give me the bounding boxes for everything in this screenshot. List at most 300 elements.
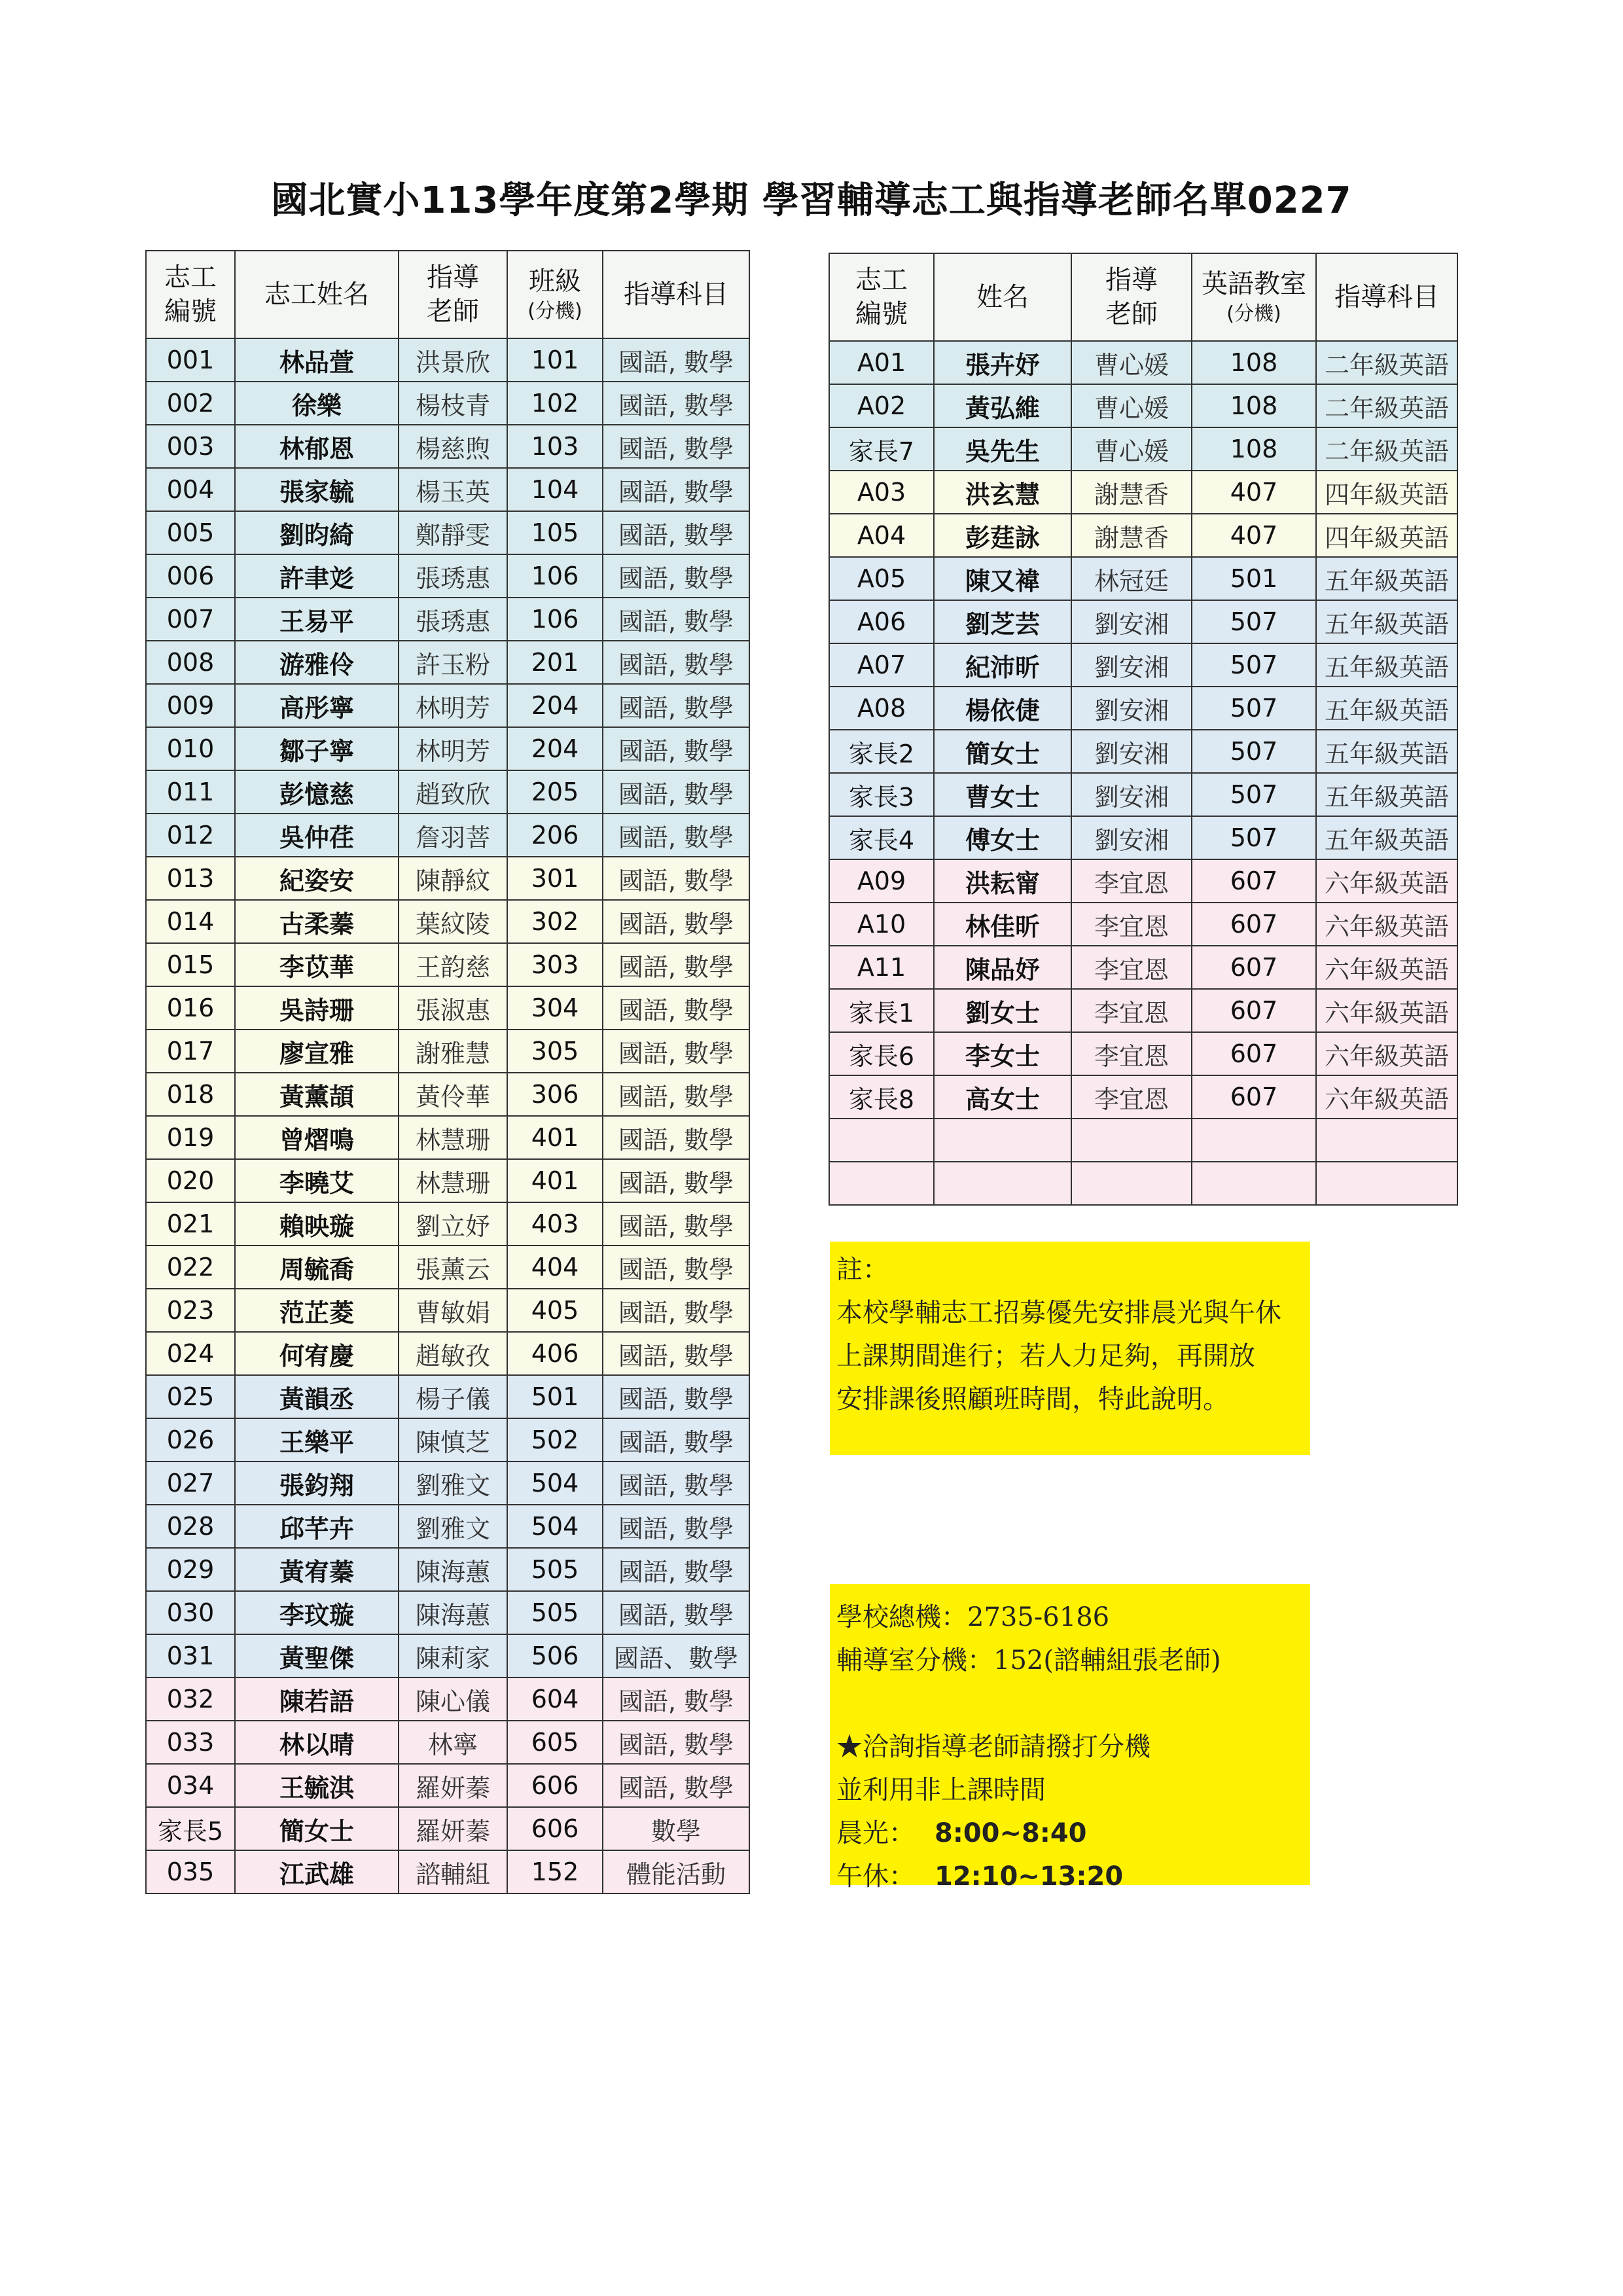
cell-teacher: 劉安湘 <box>1071 600 1192 643</box>
cell-teacher: 劉安湘 <box>1071 643 1192 687</box>
header-teacher-line1: 指導 <box>1105 265 1158 295</box>
cell-teacher: 鄭靜雯 <box>399 511 507 554</box>
cell-name: 江武雄 <box>235 1850 399 1893</box>
cell-name: 張卉妤 <box>934 341 1071 384</box>
cell-id: A11 <box>829 946 934 989</box>
cell-teacher: 謝慧香 <box>1071 471 1192 514</box>
table-row <box>146 1418 749 1462</box>
table-row <box>146 511 749 554</box>
header-room <box>1192 253 1316 341</box>
cell-subject <box>1316 1162 1457 1205</box>
cell-teacher: 李宜恩 <box>1071 989 1192 1032</box>
cell-class: 403 <box>507 1202 603 1246</box>
cell-subject: 國語, 數學 <box>603 468 749 511</box>
cell-subject: 五年級英語 <box>1316 643 1457 687</box>
table-row <box>829 471 1457 514</box>
cell-id: 024 <box>146 1332 235 1375</box>
cell-subject: 國語, 數學 <box>603 1202 749 1246</box>
cell-subject: 四年級英語 <box>1316 471 1457 514</box>
cell-teacher: 劉立妤 <box>399 1202 507 1246</box>
cell-name: 曾熠鳴 <box>235 1116 399 1159</box>
cell-class: 305 <box>507 1030 603 1073</box>
table-row <box>146 1505 749 1548</box>
cell-class: 303 <box>507 943 603 986</box>
table-row <box>146 1764 749 1807</box>
morning-label: 晨光： <box>836 1818 915 1848</box>
cell-teacher: 羅妍蓁 <box>399 1764 507 1807</box>
cell-subject: 五年級英語 <box>1316 600 1457 643</box>
cell-name: 陳若語 <box>235 1677 399 1721</box>
table-row <box>146 943 749 986</box>
cell-teacher: 諮輔組 <box>399 1850 507 1893</box>
cell-room: 607 <box>1192 1032 1316 1075</box>
cell-class: 201 <box>507 641 603 684</box>
cell-subject: 數學 <box>603 1807 749 1850</box>
cell-teacher: 洪景欣 <box>399 338 507 382</box>
table-row <box>146 1159 749 1202</box>
cell-room: 407 <box>1192 471 1316 514</box>
cell-id: 035 <box>146 1850 235 1893</box>
spacer <box>836 1682 1304 1725</box>
cell-subject: 國語, 數學 <box>603 1073 749 1116</box>
cell-name: 張家毓 <box>235 468 399 511</box>
cell-name: 李苡華 <box>235 943 399 986</box>
cell-subject: 五年級英語 <box>1316 773 1457 816</box>
cell-subject: 國語, 數學 <box>603 1030 749 1073</box>
cell-subject: 國語, 數學 <box>603 1721 749 1764</box>
header-name: 志工姓名 <box>235 251 399 338</box>
cell-name: 林以晴 <box>235 1721 399 1764</box>
cell-id: A03 <box>829 471 934 514</box>
cell-room: 507 <box>1192 643 1316 687</box>
cell-room: 507 <box>1192 773 1316 816</box>
cell-id: 010 <box>146 727 235 770</box>
cell-subject: 六年級英語 <box>1316 859 1457 903</box>
table-row <box>146 684 749 727</box>
cell-subject: 國語, 數學 <box>603 1289 749 1332</box>
cell-id: 014 <box>146 900 235 943</box>
table-row <box>146 1850 749 1893</box>
morning-time-row <box>836 1812 1304 1855</box>
cell-id: A02 <box>829 384 934 427</box>
cell-teacher: 李宜恩 <box>1071 946 1192 989</box>
cell-subject: 國語, 數學 <box>603 338 749 382</box>
table-row <box>146 338 749 382</box>
cell-teacher: 張琇惠 <box>399 598 507 641</box>
cell-subject: 二年級英語 <box>1316 427 1457 471</box>
cell-class: 506 <box>507 1634 603 1677</box>
cell-class: 504 <box>507 1462 603 1505</box>
cell-id: 家長2 <box>829 730 934 773</box>
cell-id: 009 <box>146 684 235 727</box>
cell-room: 507 <box>1192 816 1316 859</box>
cell-name: 紀姿安 <box>235 857 399 900</box>
cell-id: 002 <box>146 382 235 425</box>
cell-name: 黃薰頡 <box>235 1073 399 1116</box>
cell-name: 紀沛昕 <box>934 643 1071 687</box>
header-teacher-line2: 老師 <box>1105 299 1158 329</box>
cell-id: 家長4 <box>829 816 934 859</box>
cell-teacher: 張薰云 <box>399 1246 507 1289</box>
cell-room <box>1192 1162 1316 1205</box>
table-row <box>829 946 1457 989</box>
cell-class: 106 <box>507 598 603 641</box>
cell-id: 家長1 <box>829 989 934 1032</box>
cell-class: 504 <box>507 1505 603 1548</box>
cell-room: 607 <box>1192 903 1316 946</box>
cell-class: 106 <box>507 554 603 598</box>
table-row <box>146 554 749 598</box>
cell-id: A07 <box>829 643 934 687</box>
header-id-line1: 志工 <box>164 262 217 293</box>
cell-class: 152 <box>507 1850 603 1893</box>
cell-teacher: 陳海蕙 <box>399 1591 507 1634</box>
table-row <box>146 1807 749 1850</box>
cell-room <box>1192 1119 1316 1162</box>
cell-teacher: 曹心媛 <box>1071 341 1192 384</box>
table-row <box>829 514 1457 557</box>
table-header-row <box>146 251 749 338</box>
cell-subject: 國語, 數學 <box>603 425 749 468</box>
cell-teacher: 陳靜紋 <box>399 857 507 900</box>
cell-name: 游雅伶 <box>235 641 399 684</box>
table-row <box>146 425 749 468</box>
header-subject: 指導科目 <box>1316 253 1457 341</box>
cell-id: A09 <box>829 859 934 903</box>
header-id-line2: 編號 <box>855 299 908 329</box>
header-class-line2: (分機) <box>527 300 582 323</box>
cell-id <box>829 1162 934 1205</box>
table-row <box>146 382 749 425</box>
cell-subject: 四年級英語 <box>1316 514 1457 557</box>
table-row <box>829 816 1457 859</box>
cell-room: 607 <box>1192 1075 1316 1119</box>
cell-subject: 國語, 數學 <box>603 857 749 900</box>
header-class-line1: 班級 <box>529 266 581 296</box>
header-name: 姓名 <box>934 253 1071 341</box>
cell-subject: 二年級英語 <box>1316 384 1457 427</box>
noon-label: 午休： <box>836 1861 915 1892</box>
cell-name: 王樂平 <box>235 1418 399 1462</box>
cell-teacher: 張琇惠 <box>399 554 507 598</box>
cell-subject: 國語, 數學 <box>603 598 749 641</box>
cell-id: A06 <box>829 600 934 643</box>
cell-name: 簡女士 <box>934 730 1071 773</box>
cell-teacher <box>1071 1162 1192 1205</box>
cell-teacher: 李宜恩 <box>1071 1075 1192 1119</box>
cell-subject: 國語, 數學 <box>603 1246 749 1289</box>
cell-id: 家長8 <box>829 1075 934 1119</box>
cell-name: 林品萱 <box>235 338 399 382</box>
table-row <box>146 1634 749 1677</box>
cell-subject: 五年級英語 <box>1316 816 1457 859</box>
school-phone: 學校總機：2735-6186 <box>836 1602 1110 1632</box>
cell-subject: 六年級英語 <box>1316 946 1457 989</box>
cell-subject: 六年級英語 <box>1316 1032 1457 1075</box>
cell-name: 黃韻丞 <box>235 1375 399 1418</box>
cell-name: 陳又褘 <box>934 557 1071 600</box>
cell-class: 103 <box>507 425 603 468</box>
noon-time-row <box>836 1855 1304 1898</box>
cell-name: 劉芝芸 <box>934 600 1071 643</box>
cell-class: 306 <box>507 1073 603 1116</box>
cell-subject: 國語, 數學 <box>603 554 749 598</box>
cell-teacher: 劉安湘 <box>1071 730 1192 773</box>
cell-subject <box>1316 1119 1457 1162</box>
cell-id: 034 <box>146 1764 235 1807</box>
header-teacher <box>1071 253 1192 341</box>
cell-name: 古柔蓁 <box>235 900 399 943</box>
cell-id: 028 <box>146 1505 235 1548</box>
cell-id: 026 <box>146 1418 235 1462</box>
cell-subject: 國語, 數學 <box>603 814 749 857</box>
cell-id: A08 <box>829 687 934 730</box>
volunteer-table <box>145 250 750 1894</box>
cell-name: 洪耘甯 <box>934 859 1071 903</box>
cell-teacher: 林明芳 <box>399 727 507 770</box>
cell-subject: 體能活動 <box>603 1850 749 1893</box>
cell-subject: 國語, 數學 <box>603 684 749 727</box>
cell-teacher: 劉安湘 <box>1071 816 1192 859</box>
cell-teacher: 楊枝青 <box>399 382 507 425</box>
table-row <box>829 384 1457 427</box>
english-volunteer-table <box>829 253 1458 1206</box>
cell-subject: 國語, 數學 <box>603 900 749 943</box>
header-id-line2: 編號 <box>164 296 217 327</box>
table-row <box>146 770 749 814</box>
cell-id: 007 <box>146 598 235 641</box>
cell-subject: 六年級英語 <box>1316 1075 1457 1119</box>
cell-class: 605 <box>507 1721 603 1764</box>
cell-room: 108 <box>1192 384 1316 427</box>
table-row <box>829 773 1457 816</box>
cell-id: 011 <box>146 770 235 814</box>
cell-id: A01 <box>829 341 934 384</box>
cell-id: 030 <box>146 1591 235 1634</box>
cell-teacher: 林冠廷 <box>1071 557 1192 600</box>
cell-id: 021 <box>146 1202 235 1246</box>
table-row <box>829 341 1457 384</box>
counseling-extension: 輔導室分機：152(諮輔組張老師) <box>836 1645 1221 1676</box>
table-header-row <box>829 253 1457 341</box>
cell-id: 019 <box>146 1116 235 1159</box>
morning-time: 8:00~8:40 <box>935 1818 1087 1848</box>
cell-id: 家長3 <box>829 773 934 816</box>
cell-subject: 國語, 數學 <box>603 943 749 986</box>
cell-class: 204 <box>507 727 603 770</box>
cell-teacher: 劉雅文 <box>399 1462 507 1505</box>
cell-class: 204 <box>507 684 603 727</box>
cell-room: 507 <box>1192 687 1316 730</box>
cell-teacher: 謝慧香 <box>1071 514 1192 557</box>
cell-class: 604 <box>507 1677 603 1721</box>
cell-subject: 六年級英語 <box>1316 903 1457 946</box>
cell-subject: 六年級英語 <box>1316 989 1457 1032</box>
cell-room: 607 <box>1192 989 1316 1032</box>
cell-id: 005 <box>146 511 235 554</box>
note-heading: 註： <box>836 1255 889 1285</box>
cell-subject: 國語, 數學 <box>603 1159 749 1202</box>
header-id-line1: 志工 <box>855 265 908 295</box>
cell-id: 家長6 <box>829 1032 934 1075</box>
cell-subject: 二年級英語 <box>1316 341 1457 384</box>
cell-id: 031 <box>146 1634 235 1677</box>
cell-class: 304 <box>507 986 603 1030</box>
cell-subject: 國語, 數學 <box>603 1505 749 1548</box>
header-id <box>829 253 934 341</box>
cell-class: 405 <box>507 1289 603 1332</box>
cell-subject: 國語, 數學 <box>603 1375 749 1418</box>
cell-teacher: 劉安湘 <box>1071 773 1192 816</box>
cell-teacher <box>1071 1119 1192 1162</box>
cell-name: 傅女士 <box>934 816 1071 859</box>
cell-id: 家長7 <box>829 427 934 471</box>
cell-name: 彭莛詠 <box>934 514 1071 557</box>
table-row <box>146 1246 749 1289</box>
table-row <box>146 814 749 857</box>
cell-class: 606 <box>507 1764 603 1807</box>
table-row <box>146 1073 749 1116</box>
cell-teacher: 曹敏娟 <box>399 1289 507 1332</box>
header-room-line1: 英語教室 <box>1202 269 1306 299</box>
note-line: 上課期間進行；若人力足夠，再開放 <box>836 1341 1255 1371</box>
cell-class: 501 <box>507 1375 603 1418</box>
contact-box <box>830 1584 1310 1892</box>
cell-subject: 國語, 數學 <box>603 1332 749 1375</box>
cell-class: 404 <box>507 1246 603 1289</box>
cell-room: 108 <box>1192 427 1316 471</box>
cell-name: 邱芊卉 <box>235 1505 399 1548</box>
cell-room: 507 <box>1192 730 1316 773</box>
note-line: 本校學輔志工招募優先安排晨光與午休 <box>836 1298 1281 1328</box>
cell-id: 004 <box>146 468 235 511</box>
table-row <box>146 1030 749 1073</box>
header-id <box>146 251 235 338</box>
table-row <box>146 900 749 943</box>
table-row <box>829 730 1457 773</box>
cell-id <box>829 1119 934 1162</box>
table-row <box>146 641 749 684</box>
cell-class: 206 <box>507 814 603 857</box>
contact-tip: ★洽詢指導老師請撥打分機 <box>836 1732 1150 1762</box>
cell-name: 陳品妤 <box>934 946 1071 989</box>
header-class <box>507 251 603 338</box>
cell-id: 016 <box>146 986 235 1030</box>
cell-subject: 國語, 數學 <box>603 727 749 770</box>
cell-name: 黃弘維 <box>934 384 1071 427</box>
table-row <box>829 1032 1457 1075</box>
cell-subject: 國語、數學 <box>603 1634 749 1677</box>
cell-teacher: 陳海蕙 <box>399 1548 507 1591</box>
cell-subject: 國語, 數學 <box>603 511 749 554</box>
cell-teacher: 劉雅文 <box>399 1505 507 1548</box>
cell-teacher: 許玉粉 <box>399 641 507 684</box>
table-row <box>829 687 1457 730</box>
cell-name: 李女士 <box>934 1032 1071 1075</box>
note-box <box>830 1242 1310 1455</box>
cell-name: 鄒子寧 <box>235 727 399 770</box>
cell-name: 林郁恩 <box>235 425 399 468</box>
table-row <box>146 598 749 641</box>
cell-id: A04 <box>829 514 934 557</box>
cell-class: 105 <box>507 511 603 554</box>
cell-subject: 國語, 數學 <box>603 1548 749 1591</box>
cell-teacher: 林慧珊 <box>399 1159 507 1202</box>
cell-teacher: 詹羽菩 <box>399 814 507 857</box>
table-row <box>146 727 749 770</box>
table-row <box>146 1202 749 1246</box>
cell-teacher: 陳莉家 <box>399 1634 507 1677</box>
cell-teacher: 王韵慈 <box>399 943 507 986</box>
table-row <box>146 1375 749 1418</box>
cell-subject: 國語, 數學 <box>603 382 749 425</box>
cell-id: 023 <box>146 1289 235 1332</box>
table-row <box>146 1289 749 1332</box>
cell-name: 黃宥蓁 <box>235 1548 399 1591</box>
cell-name: 吳先生 <box>934 427 1071 471</box>
cell-name: 徐樂 <box>235 382 399 425</box>
cell-id: 018 <box>146 1073 235 1116</box>
cell-room: 607 <box>1192 946 1316 989</box>
cell-name: 何宥慶 <box>235 1332 399 1375</box>
cell-class: 301 <box>507 857 603 900</box>
cell-name: 林佳昕 <box>934 903 1071 946</box>
table-row <box>829 1119 1457 1162</box>
cell-class: 505 <box>507 1591 603 1634</box>
cell-subject: 五年級英語 <box>1316 687 1457 730</box>
cell-name <box>934 1119 1071 1162</box>
cell-subject: 五年級英語 <box>1316 557 1457 600</box>
cell-subject: 國語, 數學 <box>603 770 749 814</box>
cell-teacher: 黃伶華 <box>399 1073 507 1116</box>
cell-class: 302 <box>507 900 603 943</box>
cell-teacher: 趙致欣 <box>399 770 507 814</box>
cell-room: 407 <box>1192 514 1316 557</box>
cell-class: 401 <box>507 1159 603 1202</box>
table-row <box>146 1116 749 1159</box>
cell-class: 406 <box>507 1332 603 1375</box>
cell-name: 簡女士 <box>235 1807 399 1850</box>
cell-room: 607 <box>1192 859 1316 903</box>
table-row <box>146 986 749 1030</box>
note-line: 安排課後照顧班時間，特此說明。 <box>836 1384 1229 1414</box>
cell-id: 025 <box>146 1375 235 1418</box>
cell-teacher: 林明芳 <box>399 684 507 727</box>
cell-teacher: 林慧珊 <box>399 1116 507 1159</box>
cell-name: 許聿彣 <box>235 554 399 598</box>
cell-id: 006 <box>146 554 235 598</box>
cell-id: 032 <box>146 1677 235 1721</box>
cell-subject: 國語, 數學 <box>603 1462 749 1505</box>
table-row <box>829 903 1457 946</box>
cell-teacher: 葉紋陵 <box>399 900 507 943</box>
cell-id: 015 <box>146 943 235 986</box>
cell-name: 劉女士 <box>934 989 1071 1032</box>
table-row <box>829 989 1457 1032</box>
cell-subject: 國語, 數學 <box>603 1591 749 1634</box>
cell-teacher: 楊慈煦 <box>399 425 507 468</box>
cell-class: 401 <box>507 1116 603 1159</box>
table-row <box>829 427 1457 471</box>
cell-name: 王易平 <box>235 598 399 641</box>
noon-time: 12:10~13:20 <box>935 1861 1124 1892</box>
cell-teacher: 李宜恩 <box>1071 1032 1192 1075</box>
cell-room: 108 <box>1192 341 1316 384</box>
cell-teacher: 趙敏孜 <box>399 1332 507 1375</box>
contact-tip: 並利用非上課時間 <box>836 1775 1046 1805</box>
cell-name: 楊依倢 <box>934 687 1071 730</box>
cell-teacher: 曹心媛 <box>1071 427 1192 471</box>
